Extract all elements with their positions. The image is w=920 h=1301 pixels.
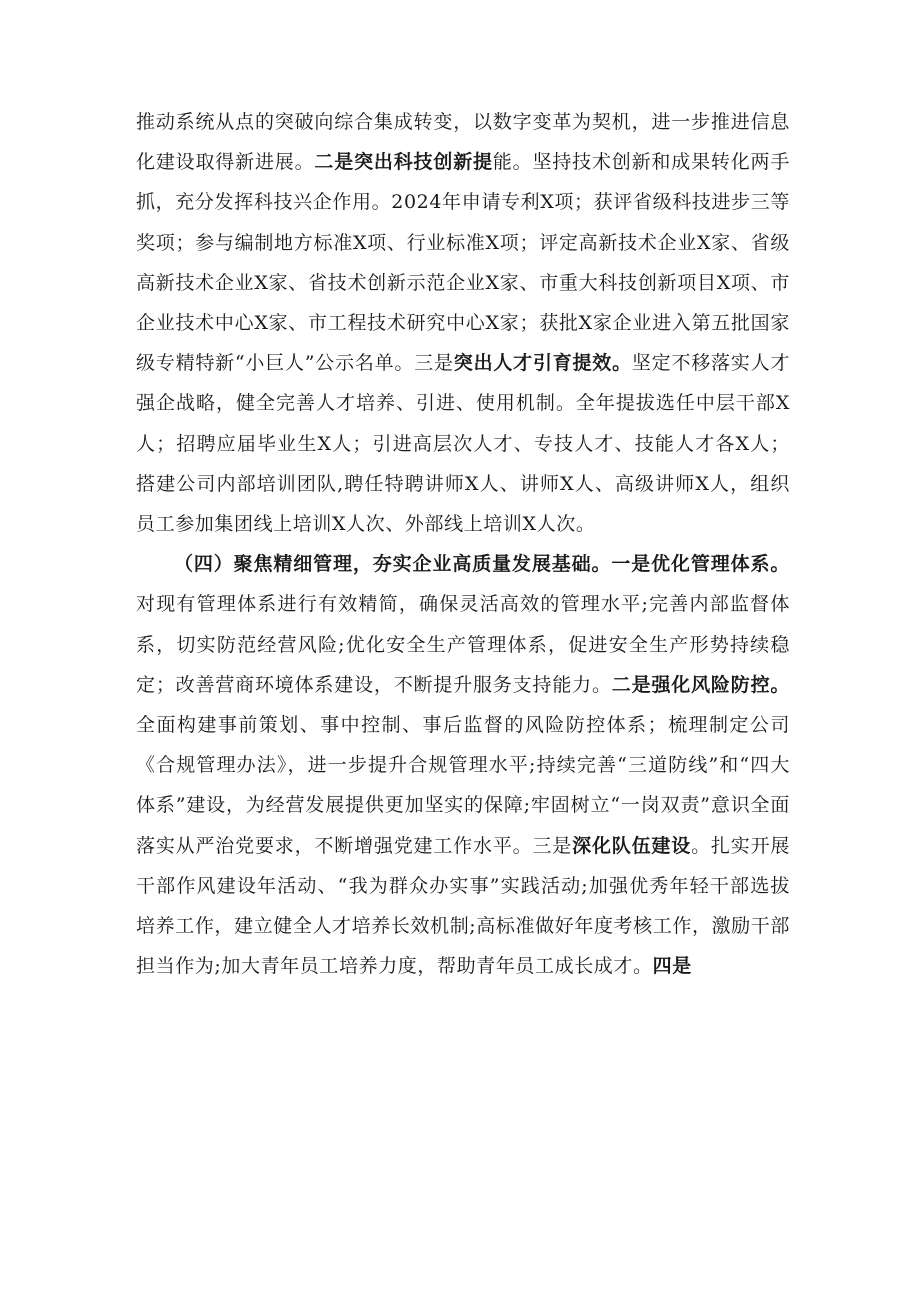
bold-heading-segment: 二是强化风险防控。 bbox=[611, 673, 790, 696]
text-segment: 对现有管理体系进行有效精简，确保灵活高效的管理水平;完善内部监督体系，切实防范经营风险;优化安全生产管理体系，促进安全生产形势持续稳定；改善营商环境体系建设，不断提升服务支持能力。 bbox=[136, 593, 790, 696]
text-segment: 。扎实开展干部作风建设年活动、“我为群众办实事”实践活动;加强优秀年轻干部选拔培养工作，建立健全人才培养长效机制;高标准做好年度考核工作，激励干部担当作为;加大青年员工培养力度，帮助青年员工成长成才。 bbox=[136, 834, 790, 978]
section-heading-segment: （四）聚焦精细管理，夯实企业高质量发展基础。一是优化管理体系。 bbox=[174, 553, 790, 576]
text-segment: 能。坚持技术创新和成果转化两手抓，充分发挥科技兴企作用。2024年申请专利X项；获评省级科技进步三等奖项；参与编制地方标准X项、行业标准X项；评定高新技术企业X家、省级高新技术企业X家、省技术创新示范企业X家、市重大科技创新项目X项、市企业技术中心X家、市工程技术研究中心X家；获批X家企业进入第五批国家级专精特新“小巨人”公示名单。三是 bbox=[136, 151, 790, 375]
bold-heading-segment: 深化队伍建设 bbox=[572, 834, 692, 857]
text-segment: 坚定不移落实人才强企战略，健全完善人才培养、引进、使用机制。全年提拔选任中层干部X人；招聘应届毕业生X人；引进高层次人才、专技人才、技能人才各X人；搭建公司内部培训团队,聘任特聘讲师X人、讲师X人、高级讲师X人，组织员工参加集团线上培训X人次、外部线上培训X人次。 bbox=[136, 352, 790, 536]
bold-heading-segment: 四是 bbox=[652, 955, 692, 978]
text-segment: 全面构建事前策划、事中控制、事后监督的风险防控体系；梳理制定公司《合规管理办法》，进一步提升合规管理水平;持续完善“三道防线”和“四大体系”建设，为经营发展提供更加坚实的保障;牢固树立“一岗双责”意识全面落实从严治党要求，不断增强党建工作水平。三是 bbox=[136, 714, 790, 857]
paragraph-technology-talent bbox=[136, 102, 790, 544]
paragraph-fine-management bbox=[136, 544, 790, 986]
text-segment: 推动系统从点的突破向综合集成转变，以数字变革为契机，进一步推进信息化建设取得新进展。 bbox=[136, 111, 790, 174]
bold-heading-segment: 二是突出科技创新提 bbox=[314, 151, 493, 174]
bold-heading-segment: 突出人才引育提效。 bbox=[453, 352, 632, 375]
